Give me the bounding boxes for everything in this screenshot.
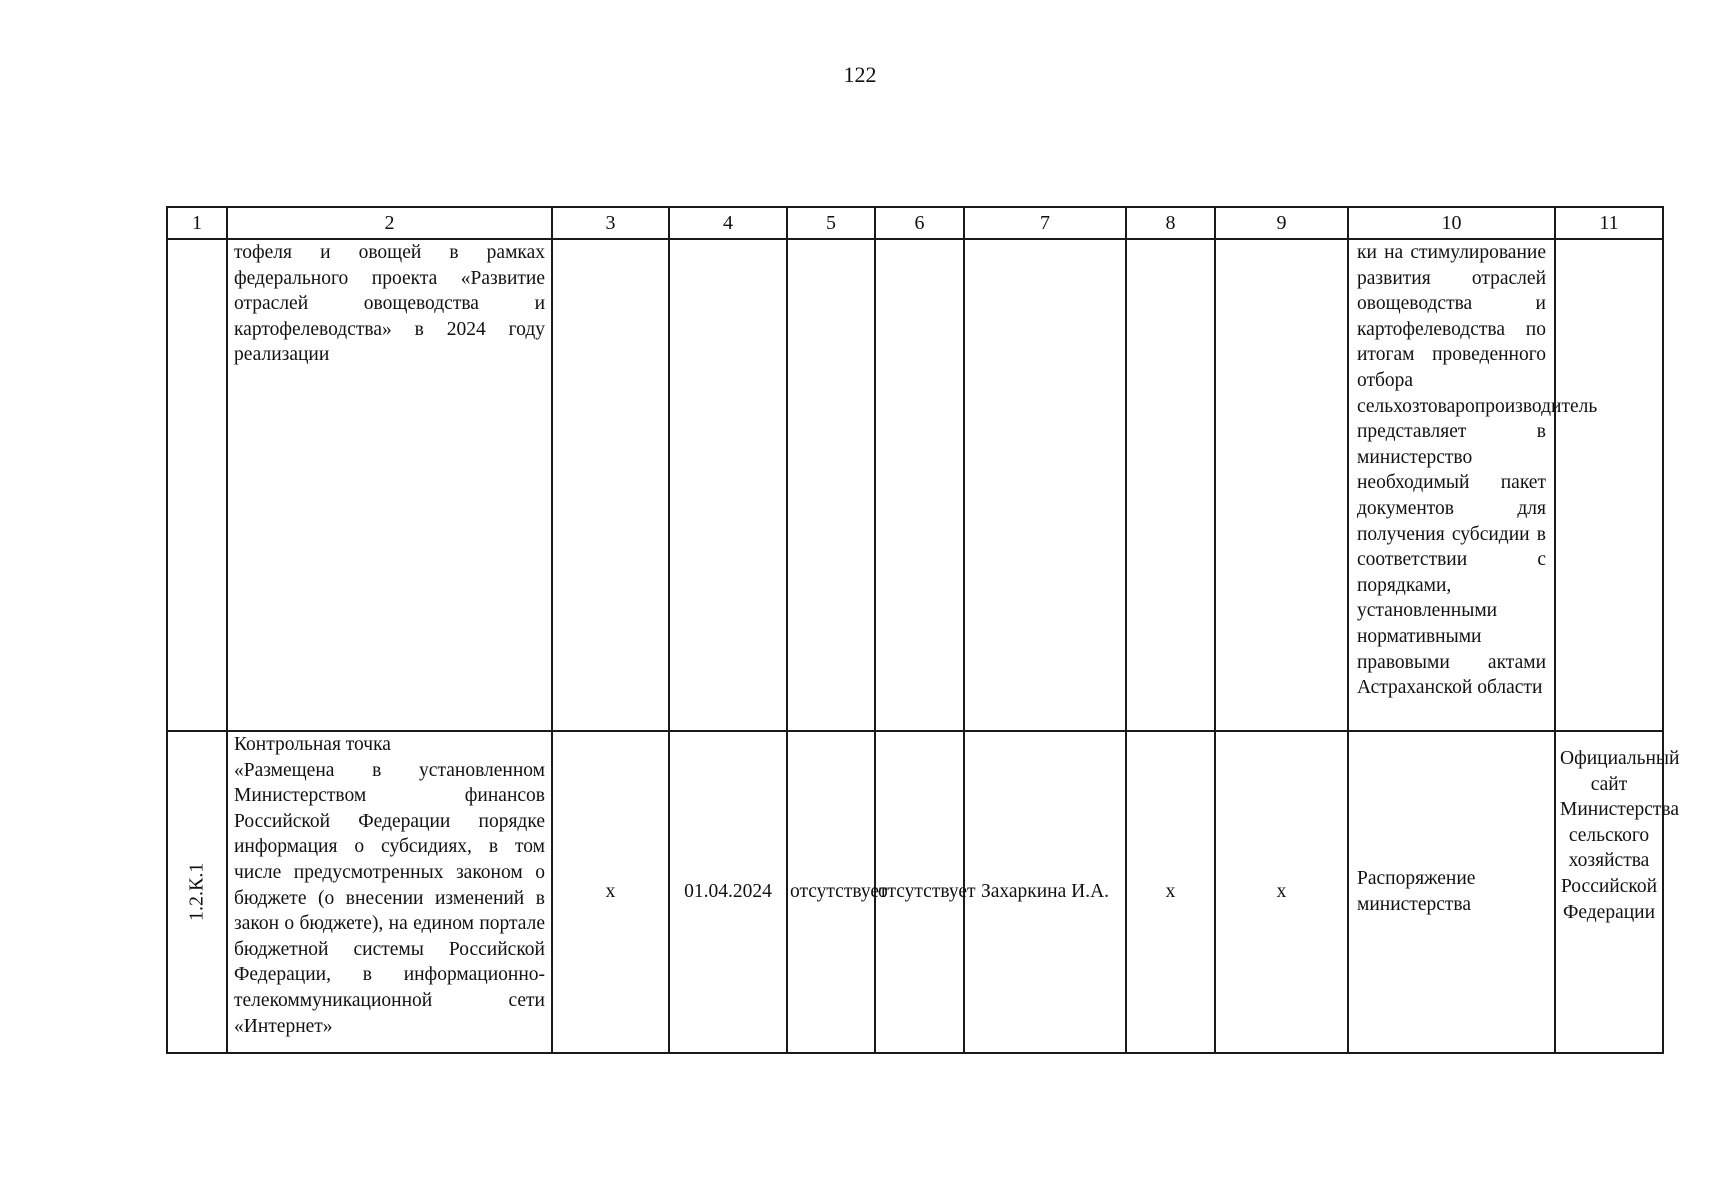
- column-number: 1: [167, 207, 227, 239]
- row-number-cell: [167, 239, 227, 731]
- cell-col7: [964, 239, 1126, 731]
- column-number: 3: [552, 207, 669, 239]
- cell-col6: [875, 239, 964, 731]
- control-point-title: Контрольная точка: [234, 734, 391, 755]
- plan-table: [166, 206, 1680, 1054]
- event-name-cell: [227, 239, 552, 731]
- event-name-cell: [227, 731, 552, 1053]
- document-description-text: ки на стимулирование развития отраслей овощеводства и картофелеводства по итогам проведенного отбора сельхозтоваропроизводитель представляет в министерство необходимый пакет документов для получения субсидии в соответствии с порядками, установленными нормативными правовыми актами Астраханской области: [1357, 242, 1598, 699]
- column-number: 11: [1555, 207, 1663, 239]
- column-number: 5: [787, 207, 875, 239]
- column-number: 4: [669, 207, 787, 239]
- document-type-text: Распоряжение министерства: [1357, 868, 1476, 915]
- information-system-text: Официальный сайт Министерства сельского хозяйства Российской Федерации: [1560, 748, 1680, 923]
- deadline-date: 01.04.2024: [669, 731, 787, 1053]
- column-number: 9: [1215, 207, 1348, 239]
- column-number: 7: [964, 207, 1126, 239]
- cell-col3: [552, 239, 669, 731]
- control-point-text: «Размещена в установленном Министерством финансов Российской Федерации порядке информация о субсидиях, в том числе предусмотренных законом о бюджете (о внесении изменений в закон о бюджете), на едином портале бюджетной системы Российской Федерации, в информационно-телекоммуникационной сети «Интернет»: [234, 759, 545, 1037]
- row-number: 1.2.К.1: [185, 862, 208, 922]
- cell-col6-text: отсутствует: [878, 881, 976, 903]
- document-type-cell: [1348, 731, 1555, 1053]
- cell-col3: х: [552, 731, 669, 1053]
- event-name-text: тофеля и овощей в рамках федерального проекта «Развитие отраслей овощеводства и картофелеводства» в 2024 году реализации: [234, 242, 545, 366]
- cell-col4: [669, 239, 787, 731]
- cell-col5: [787, 239, 875, 731]
- cell-col8: х: [1126, 731, 1215, 1053]
- table-row: [167, 731, 1663, 1053]
- cell-col6: [875, 731, 976, 1053]
- document-description-cell: [1348, 239, 1598, 731]
- cell-col9: [1215, 239, 1348, 731]
- page-number: 122: [843, 62, 877, 87]
- column-number: 8: [1126, 207, 1215, 239]
- row-number-cell: [167, 731, 227, 1053]
- information-system-cell: [1555, 731, 1680, 1053]
- cell-col8: [1126, 239, 1215, 731]
- column-number: 2: [227, 207, 552, 239]
- table-header-row: [167, 207, 1663, 239]
- responsible-person: Захаркина И.А.: [964, 731, 1126, 1053]
- cell-col9: х: [1215, 731, 1348, 1053]
- column-number: 10: [1348, 207, 1555, 239]
- cell-col5: [787, 731, 888, 1053]
- cell-col11: [1555, 239, 1663, 731]
- column-number: 6: [875, 207, 964, 239]
- cell-col5-text: отсутствует: [790, 881, 888, 903]
- table-row: [167, 239, 1663, 731]
